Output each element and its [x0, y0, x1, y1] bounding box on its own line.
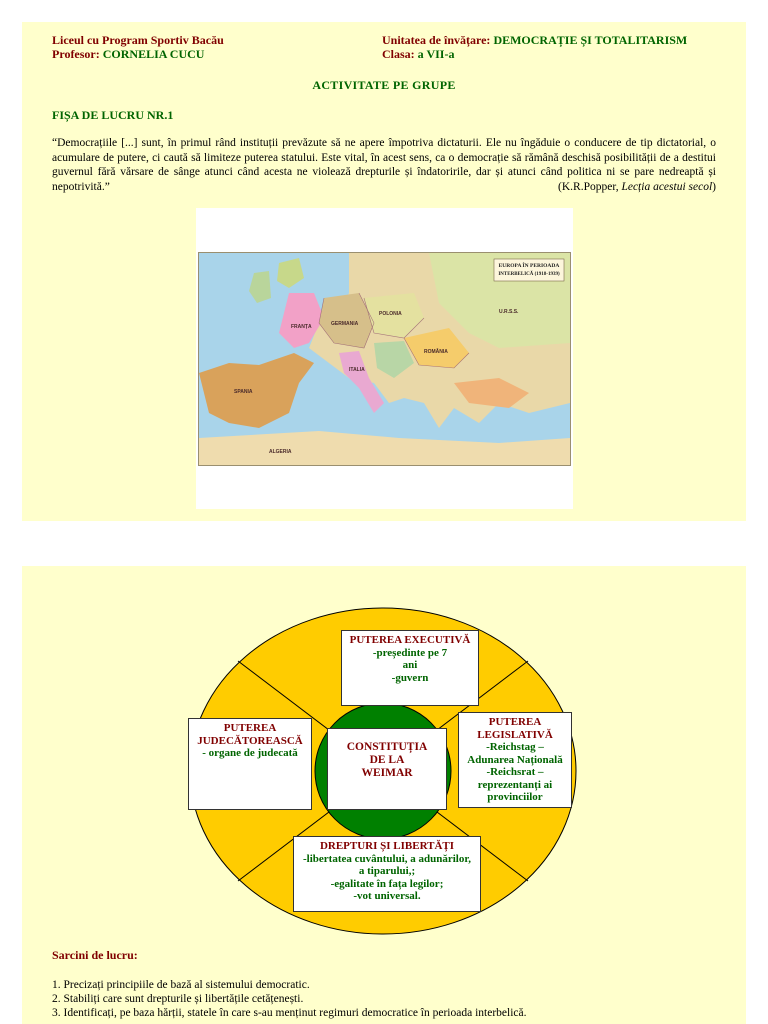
map-label-germany: GERMANIA [331, 321, 359, 327]
constitution-line-1: CONSTITUȚIA [346, 741, 428, 753]
judicial-title-1: PUTEREA [223, 722, 277, 734]
teacher-line [52, 47, 224, 61]
constitution-line-2: DE LA [369, 754, 405, 766]
judicial-item-1: - organe de judecată [202, 747, 298, 759]
legislative-title-1: PUTEREA [488, 716, 542, 728]
map-drawing [199, 253, 570, 465]
quote-book: Lecția acestui secol [621, 180, 713, 193]
map-label-spain: SPANIA [234, 389, 253, 395]
rights-item-4: -vot universal. [353, 890, 421, 902]
weimar-constitution-diagram [188, 606, 578, 936]
executive-item-2: ani [402, 659, 418, 671]
map-label-romania: ROMÂNIA [424, 349, 448, 355]
map-label-poland: POLONIA [379, 311, 402, 317]
legislative-item-2: Adunarea Națională [467, 753, 563, 766]
worksheet-heading: FIȘA DE LUCRU NR.1 [52, 108, 174, 122]
tasks-title: Sarcini de lucru: [52, 948, 138, 962]
legislative-power-box [458, 712, 572, 808]
worksheet-page-1 [22, 22, 746, 521]
constitution-box [327, 728, 447, 810]
rights-item-3: -egalitate în fața legilor; [330, 877, 444, 890]
rights-box [293, 836, 481, 912]
worksheet-page-2 [22, 566, 746, 1024]
europe-interwar-map [198, 252, 571, 466]
legislative-item-3: -Reichsrat – [486, 766, 544, 778]
teacher-name: CORNELIA CUCU [102, 47, 205, 61]
header-left [52, 33, 224, 61]
task-item: 1. Precizați principiile de bază al sistemului democratic. [52, 979, 310, 991]
constitution-line-3: WEIMAR [361, 767, 413, 779]
map-label-italy: ITALIA [349, 367, 365, 373]
tasks-list [52, 978, 526, 1020]
map-label-france: FRANȚA [291, 324, 312, 330]
map-title-line1: EUROPA ÎN PERIOADA [498, 263, 560, 269]
rights-title: DREPTURI ȘI LIBERTĂȚI [319, 840, 455, 852]
map-frame [196, 208, 573, 509]
quote-text: “Democrațiile [...] sunt, în primul rând instituții prevăzute să ne apere împotriva dictaturii. Ele nu îngăduie o conducere de tip dictatorial, o acumulare de putere, ci caută să limiteze puterea statului. Este vital, în acest sens, ca o democrație să rămână deschisă posibilității de a destitui guvernul fără vărsare de sânge atunci când acesta ne violează drepturile și îndatoririle, dar și atunci când politica ni se pare nedreaptă și nepotrivită.” [52, 137, 716, 193]
executive-item-3: -guvern [391, 671, 429, 684]
legislative-title-2: LEGISLATIVĂ [477, 728, 553, 741]
rights-item-2: a tiparului,; [358, 865, 416, 877]
class-value: a VII-a [417, 47, 455, 61]
executive-item-1: -președinte pe 7 [372, 646, 448, 659]
popper-quote [52, 136, 716, 194]
task-item: 2. Stabiliți care sunt drepturile și libertățile cetățenești. [52, 993, 304, 1005]
school-name: Liceul cu Program Sportiv Bacău [52, 33, 224, 47]
legislative-item-5: provinciilor [487, 791, 543, 803]
judicial-power-box [188, 718, 312, 810]
rights-item-1: -libertatea cuvântului, a adunărilor, [303, 852, 471, 865]
legislative-item-1: -Reichstag – [486, 741, 544, 753]
executive-title: PUTEREA EXECUTIVĂ [349, 634, 471, 646]
executive-power-box [341, 630, 479, 706]
class-label: Clasa: [382, 47, 415, 61]
unit-name: DEMOCRAȚIE ȘI TOTALITARISM [493, 33, 688, 47]
teacher-label: Profesor: [52, 47, 100, 61]
map-label-ussr: U.R.S.S. [499, 309, 519, 315]
page-title: ACTIVITATE PE GRUPE [312, 78, 456, 92]
unit-label: Unitatea de învățare: [382, 33, 491, 47]
quote-close: ) [712, 180, 716, 193]
legislative-item-4: reprezentanți ai [477, 778, 553, 791]
map-title-line2: INTERBELICĂ (1918-1939) [498, 272, 560, 277]
header-right [382, 33, 687, 61]
map-label-algeria: ALGERIA [269, 449, 292, 455]
quote-author: (K.R.Popper, [558, 180, 622, 193]
judicial-title-2: JUDECĂTOREASCĂ [197, 734, 303, 747]
task-item: 3. Identificați, pe baza hărții, statele în care s-au menținut regimuri democratice în perioada interbelică. [52, 1007, 527, 1019]
quote-citation [558, 180, 716, 195]
